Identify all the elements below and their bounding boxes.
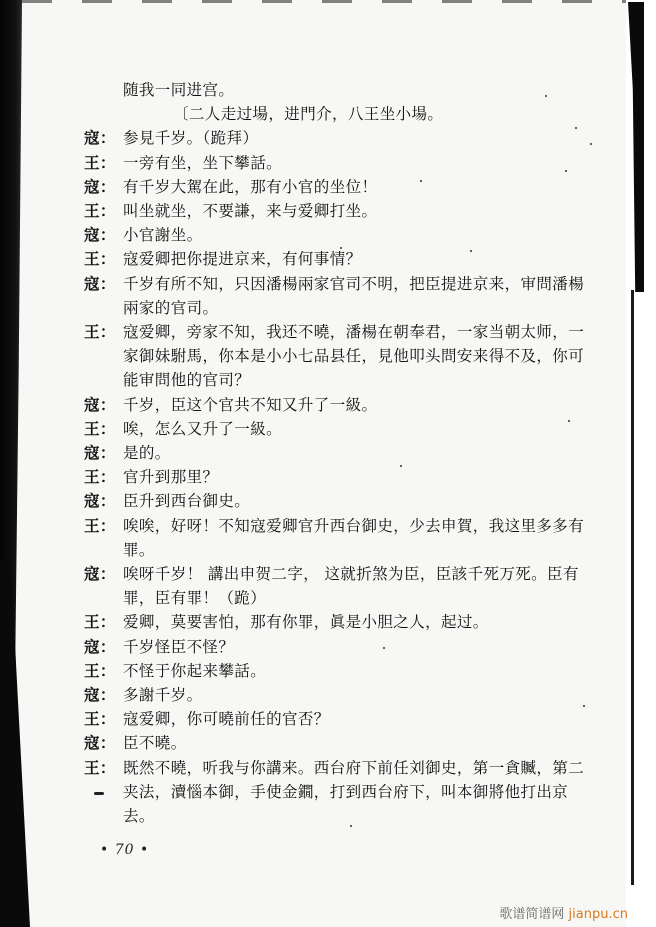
dialogue-line bbox=[84, 562, 624, 586]
line-text: 一旁有坐，坐下攀話。 bbox=[123, 153, 283, 172]
dialogue-line bbox=[84, 707, 624, 731]
page-edge-line-right bbox=[631, 290, 634, 885]
line-text: 兩家的官司。 bbox=[123, 298, 219, 317]
line-text: 爱卿，莫要害怕，那有你罪，眞是小胆之人，起过。 bbox=[123, 613, 489, 632]
margin-dash-mark bbox=[94, 792, 104, 795]
line-text: 唉唉，好呀！不知寇爱卿官升西台御史，少去申賀，我这里多多有 bbox=[123, 516, 585, 535]
line-text: 寇爱卿把你提进京来，有何事情？ bbox=[123, 250, 362, 269]
line-text: 千岁怪臣不怪？ bbox=[123, 637, 235, 656]
dialogue-continuation bbox=[84, 368, 624, 392]
dialogue-line bbox=[84, 441, 624, 465]
line-text: 夹法，瀆惱本御，手使金鐗，打到西台府下，叫本御將他打出京 bbox=[123, 782, 569, 801]
dialogue-line bbox=[84, 659, 624, 683]
speaker-label: 王： bbox=[84, 152, 116, 172]
scan-speck bbox=[545, 95, 547, 97]
line-text: 多謝千岁。 bbox=[123, 686, 203, 705]
line-text: 千岁，臣这个官共不知又升了一級。 bbox=[123, 395, 378, 414]
line-text: 叫坐就坐，不要謙，来与爱卿打坐。 bbox=[123, 202, 378, 221]
speaker-label: 王： bbox=[84, 467, 116, 487]
stage-direction bbox=[84, 78, 624, 102]
watermark-site-name: 歌谱简谱网 bbox=[499, 907, 565, 922]
line-text: 寇爱卿，你可曉前任的官否？ bbox=[123, 710, 330, 729]
speaker-label: 寇： bbox=[84, 176, 116, 196]
dialogue-line bbox=[84, 320, 624, 344]
scan-speck bbox=[568, 420, 570, 422]
speaker-label: 王： bbox=[84, 515, 116, 535]
dialogue-line bbox=[84, 635, 624, 659]
speaker-label: 王： bbox=[84, 660, 116, 680]
speaker-label: 王： bbox=[84, 757, 116, 777]
line-text: 能审問他的官司？ bbox=[123, 371, 251, 390]
scan-speck bbox=[590, 143, 592, 145]
line-text: 小官謝坐。 bbox=[123, 226, 203, 245]
scan-speck bbox=[350, 825, 352, 827]
line-text: 唉呀千岁！ 講出申贺二字， 这就折煞为臣，臣該千死万死。臣有 bbox=[123, 565, 579, 584]
dialogue-line bbox=[84, 514, 624, 538]
speaker-label: 寇： bbox=[84, 733, 116, 753]
scan-speck bbox=[400, 465, 402, 467]
line-text: 官升到那里？ bbox=[123, 468, 219, 487]
dialogue-line bbox=[84, 199, 624, 223]
speaker-label: 寇： bbox=[84, 564, 116, 584]
speaker-label: 寇： bbox=[84, 273, 116, 293]
scan-speck bbox=[383, 647, 385, 649]
speaker-label: 寇： bbox=[84, 636, 116, 656]
dialogue-continuation bbox=[84, 586, 624, 610]
line-text: 既然不曉，听我与你講来。西台府下前任刘御史，第一貪贓，第二 bbox=[123, 758, 585, 777]
dialogue-line bbox=[84, 247, 624, 271]
line-text: 参見千岁。（跪拜） bbox=[123, 129, 259, 148]
dialogue-line bbox=[84, 393, 624, 417]
dialogue-continuation bbox=[84, 296, 624, 320]
dialogue-line bbox=[84, 489, 624, 513]
speaker-label: 寇： bbox=[84, 443, 116, 463]
page-number: • 70 • bbox=[100, 842, 150, 858]
stage-direction bbox=[84, 102, 624, 126]
scan-edge-top bbox=[22, 0, 632, 3]
line-text: 不怪于你起来攀話。 bbox=[123, 661, 267, 680]
speaker-label: 王： bbox=[84, 249, 116, 269]
line-text: 臣不曉。 bbox=[123, 734, 187, 753]
dialogue-line bbox=[84, 610, 624, 634]
dialogue-continuation bbox=[84, 780, 624, 804]
dialogue-line bbox=[84, 465, 624, 489]
speaker-label: 寇： bbox=[84, 491, 116, 511]
line-text: 随我一同进宫。 bbox=[123, 81, 235, 99]
dialogue-line bbox=[84, 756, 624, 780]
speaker-label: 寇： bbox=[84, 394, 116, 414]
dialogue-line bbox=[84, 683, 624, 707]
speaker-label: 寇： bbox=[84, 685, 116, 705]
line-text: 寇爱卿，旁家不知，我还不曉，潘楊在朝奉君，一家当朝太师，一 bbox=[123, 323, 585, 342]
dialogue-line bbox=[84, 731, 624, 755]
line-text: 罪，臣有罪！（跪） bbox=[123, 589, 267, 608]
scan-speck bbox=[420, 180, 422, 182]
dialogue-line bbox=[84, 223, 624, 247]
speaker-label: 王： bbox=[84, 709, 116, 729]
dialogue-line bbox=[84, 272, 624, 296]
script-text-block bbox=[84, 78, 624, 828]
line-text: 唉，怎么又升了一級。 bbox=[123, 419, 283, 438]
speaker-label: 王： bbox=[84, 612, 116, 632]
line-text: 家御妹駙馬，你本是小小七品县任，見他叩头問安来得不及，你可 bbox=[123, 347, 585, 366]
speaker-label: 王： bbox=[84, 322, 116, 342]
scan-speck bbox=[583, 705, 585, 707]
scan-speck bbox=[470, 250, 472, 252]
line-text: 千岁有所不知，只因潘楊兩家官司不明，把臣提进京来，审問潘楊 bbox=[123, 274, 585, 293]
dialogue-line bbox=[84, 151, 624, 175]
watermark bbox=[499, 903, 628, 922]
speaker-label: 王： bbox=[84, 418, 116, 438]
dialogue-continuation bbox=[84, 344, 624, 368]
speaker-label: 王： bbox=[84, 201, 116, 221]
scan-speck bbox=[575, 127, 577, 129]
line-text: 是的。 bbox=[123, 444, 171, 463]
dialogue-line bbox=[84, 417, 624, 441]
line-text: 罪。 bbox=[123, 540, 155, 559]
speaker-label: 寇： bbox=[84, 225, 116, 245]
scan-speck bbox=[340, 247, 342, 249]
line-text: 〔二人走过場，进門介，八王坐小場。 bbox=[173, 105, 444, 124]
watermark-domain: jianpu.cn bbox=[568, 907, 628, 922]
dialogue-line bbox=[84, 126, 624, 150]
dialogue-continuation bbox=[84, 538, 624, 562]
scan-speck bbox=[565, 170, 567, 172]
line-text: 有千岁大駕在此，那有小官的坐位！ bbox=[123, 177, 378, 196]
line-text: 臣升到西台御史。 bbox=[123, 492, 251, 511]
line-text: 去。 bbox=[123, 807, 155, 826]
speaker-label: 寇： bbox=[84, 128, 116, 148]
dialogue-continuation bbox=[84, 804, 624, 828]
dialogue-line bbox=[84, 175, 624, 199]
